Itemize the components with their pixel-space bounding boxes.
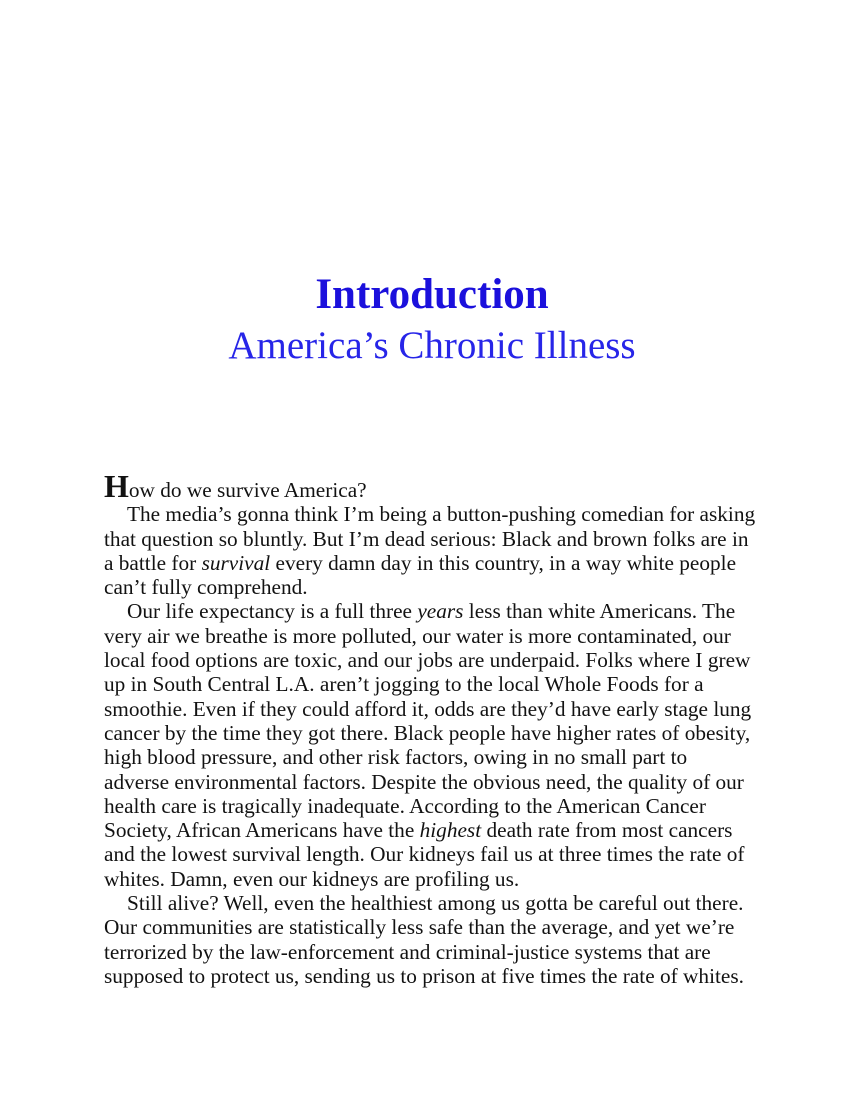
text-line bbox=[104, 575, 794, 599]
text-segment: Society, African Americans have the bbox=[104, 818, 420, 843]
text-segment: up in South Central L.A. aren’t jogging to the local Whole Foods for a bbox=[104, 672, 704, 697]
text-segment: death rate from most cancers bbox=[481, 818, 733, 843]
paragraph bbox=[104, 891, 794, 988]
body-text bbox=[104, 468, 794, 988]
text-line bbox=[104, 599, 794, 623]
text-line bbox=[104, 940, 794, 964]
text-line bbox=[104, 891, 794, 915]
text-segment: smoothie. Even if they could afford it, odds are they’d have early stage lung bbox=[104, 696, 752, 721]
text-segment: local food options are toxic, and our jobs are underpaid. Folks where I grew bbox=[104, 648, 751, 673]
text-segment: a battle for bbox=[104, 550, 202, 575]
text-line bbox=[104, 468, 794, 504]
text-segment: can’t fully comprehend. bbox=[104, 575, 308, 600]
text-segment: very air we breathe is more polluted, our water is more contaminated, our bbox=[104, 623, 731, 648]
text-segment: less than white Americans. The bbox=[463, 599, 736, 624]
text-line bbox=[104, 770, 794, 794]
chapter-subtitle: America’s Chronic Illness bbox=[228, 324, 636, 367]
text-line bbox=[104, 551, 794, 575]
paragraph bbox=[104, 599, 794, 891]
text-line bbox=[104, 818, 794, 842]
text-segment: terrorized by the law-enforcement and criminal-justice systems that are bbox=[104, 939, 711, 964]
text-line bbox=[104, 794, 794, 818]
text-segment: supposed to protect us, sending us to prison at five times the rate of whites. bbox=[104, 963, 744, 988]
italic-text-segment: highest bbox=[419, 818, 482, 843]
text-segment: Our life expectancy is a full three bbox=[127, 599, 418, 624]
text-segment: every damn day in this country, in a way white people bbox=[270, 550, 737, 575]
text-segment: cancer by the time they got there. Black people have higher rates of obesity, bbox=[104, 720, 751, 745]
text-segment: adverse environmental factors. Despite the obvious need, the quality of our bbox=[104, 769, 744, 794]
text-segment: Our communities are statistically less safe than the average, and yet we’re bbox=[104, 915, 735, 940]
text-segment: Still alive? Well, even the healthiest among us gotta be careful out there. bbox=[127, 891, 744, 916]
text-line bbox=[104, 697, 794, 721]
text-line bbox=[104, 964, 794, 988]
drop-cap: H bbox=[104, 468, 129, 504]
chapter-title: Introduction bbox=[315, 271, 549, 318]
text-line bbox=[104, 527, 794, 551]
text-segment: high blood pressure, and other risk factors, owing in no small part to bbox=[104, 745, 688, 770]
text-segment: ow do we survive America? bbox=[128, 478, 367, 502]
text-line bbox=[104, 721, 794, 745]
text-segment: and the lowest survival length. Our kidneys fail us at three times the rate of bbox=[104, 842, 745, 867]
text-line bbox=[104, 624, 794, 648]
text-line bbox=[104, 867, 794, 891]
text-segment: whites. Damn, even our kidneys are profiling us. bbox=[104, 866, 520, 891]
text-segment: health care is tragically inadequate. According to the American Cancer bbox=[104, 793, 706, 818]
text-line bbox=[104, 915, 794, 939]
text-segment: that question so bluntly. But I’m dead serious: Black and brown folks are in bbox=[104, 526, 749, 551]
italic-text-segment: survival bbox=[201, 550, 271, 575]
paragraph bbox=[104, 502, 794, 599]
text-segment: The media’s gonna think I’m being a button-pushing comedian for asking bbox=[127, 502, 756, 527]
italic-text-segment: years bbox=[417, 599, 464, 624]
text-line bbox=[104, 842, 794, 866]
text-line bbox=[104, 745, 794, 769]
text-line bbox=[104, 502, 794, 526]
text-line bbox=[104, 648, 794, 672]
text-line bbox=[104, 672, 794, 696]
paragraph bbox=[104, 468, 794, 504]
